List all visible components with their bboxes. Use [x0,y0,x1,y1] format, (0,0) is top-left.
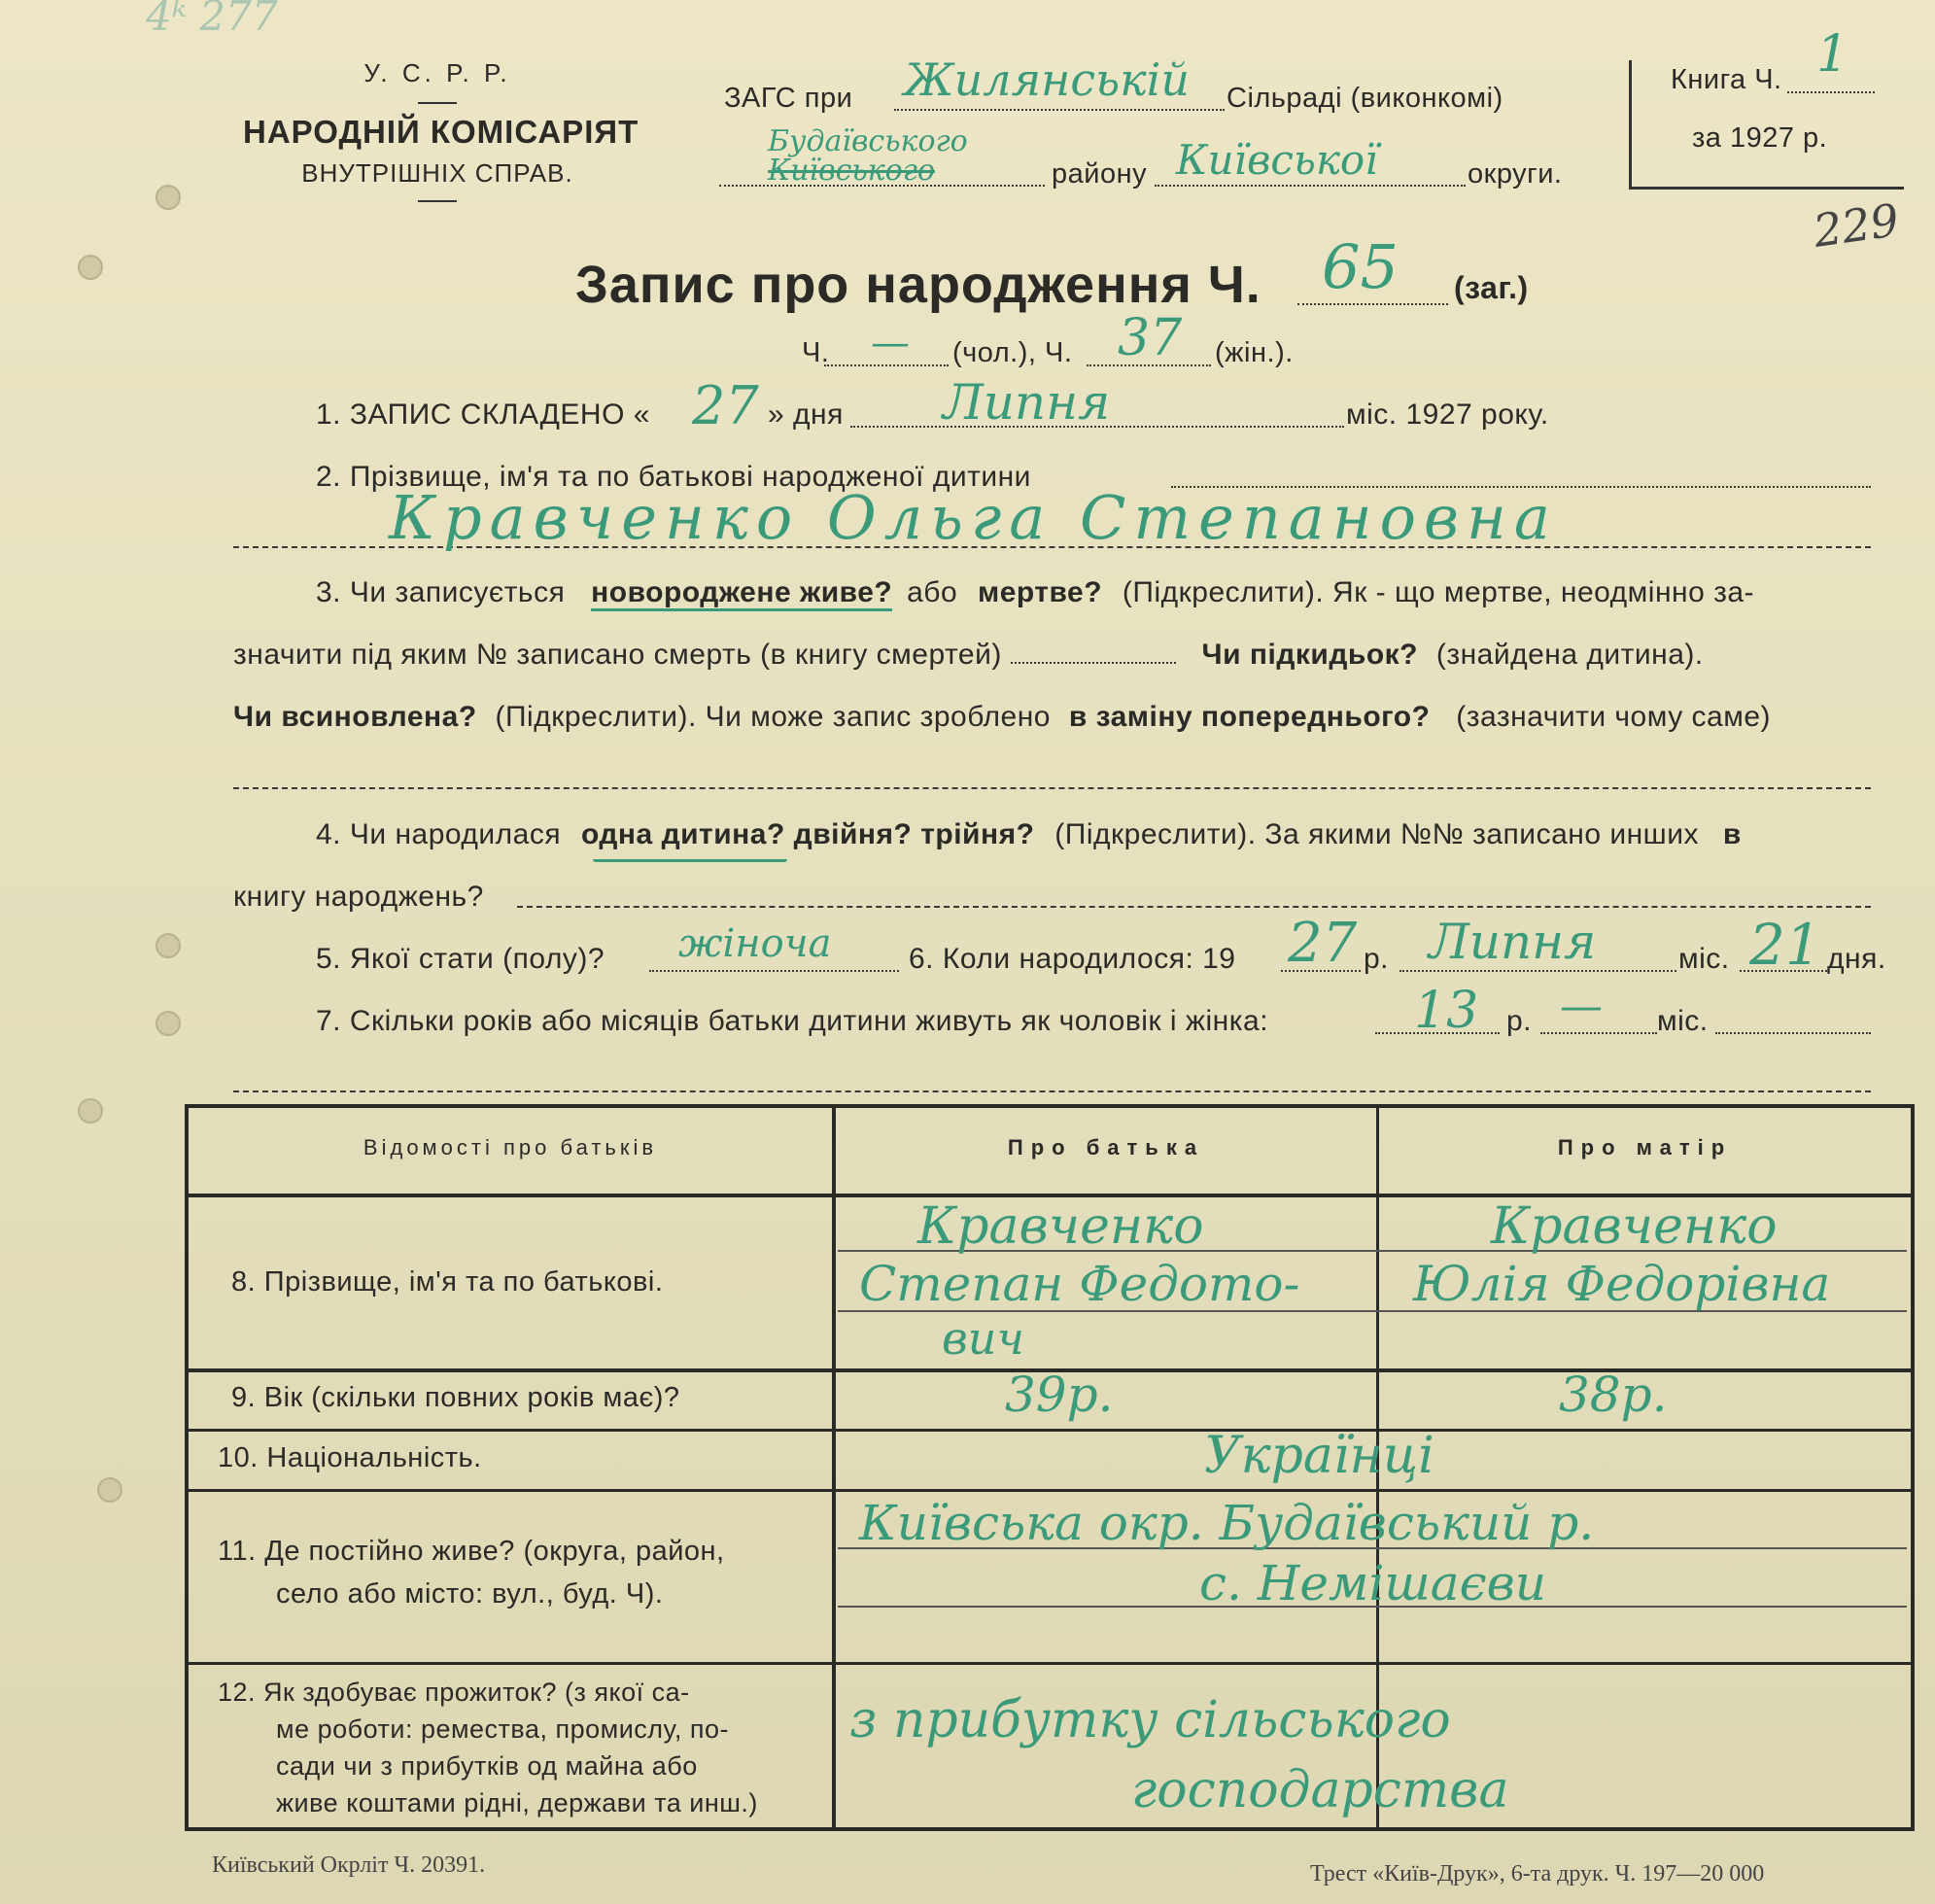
item3-text: (Підкреслити). Як - що мертве, неодмінно за- [1122,576,1755,608]
livelihood-handwriting-line2: господарства [1131,1761,1509,1819]
item7-label: 7. Скільки років або місяців батьки дитини живуть як чоловік і жінка: [316,1005,1269,1037]
dotted-line [1540,1032,1657,1034]
binding-hole [78,1098,103,1124]
item3-dead-option: мертве? [978,576,1103,608]
issuer-block [243,58,639,202]
underline-one-child [593,859,787,862]
dashed-line [517,906,1871,908]
nationality-handwriting: Українці [1204,1427,1434,1485]
item1-day-handwriting: 27 [692,375,759,436]
row8-label: 8. Прізвище, ім'я та по батькові. [231,1266,664,1298]
ch-label: Ч. [802,337,830,368]
father-age-handwriting: 39р. [1005,1367,1114,1423]
item4-text: 4. Чи народилася [316,818,562,850]
dashed-line [233,1090,1871,1092]
father-name-handwriting: Степан Федото- [859,1256,1300,1312]
table-divider [189,1429,1911,1432]
row12-label-line2: ме роботи: ремества, промислу, по- [276,1714,729,1744]
father-patronymic-end-handwriting: вич [942,1312,1025,1365]
footer-printer-right: Трест «Київ-Друк», 6-та друк. Ч. 197—20 000 [1310,1861,1765,1887]
header-mother: Про матір [1557,1135,1733,1160]
item3-line1 [316,576,1754,609]
zags-prefix: ЗАГС при [724,83,853,114]
divider [418,102,457,104]
issuer-commissariat: НАРОДНІЙ КОМІСАРІЯТ [243,114,639,150]
female-count-handwriting: 37 [1118,309,1183,367]
item1-day-label: » дня [768,398,844,431]
parents-table [185,1104,1915,1831]
months-together-handwriting: — [1560,982,1603,1031]
binding-hole [155,933,181,958]
item3-text: або [907,576,958,608]
item6-month-label: міс. [1678,943,1730,975]
residence-handwriting-line2: с. Немішаєви [1199,1555,1546,1611]
item3-alive-option: новороджене живе? [591,576,892,611]
binding-hole [97,1477,122,1503]
top-scribble: 4ᵏ 277 [146,0,278,40]
row11-label-line1: 11. Де постійно живе? (округа, район, [218,1536,725,1567]
header-father: Про батька [1007,1135,1205,1160]
item6-year-label: р. [1364,943,1390,975]
binding-hole [155,1011,181,1036]
sex-handwriting: жіноча [678,921,832,966]
male-label: (чол.), Ч. [952,337,1073,368]
item3-text: (зазначити чому саме) [1456,701,1772,733]
item7-years-label: р. [1506,1005,1533,1037]
dotted-line [1715,1032,1871,1034]
dotted-line [649,970,899,972]
dotted-line [1011,662,1176,664]
district-handwriting: Будаївського [768,124,968,158]
years-together-handwriting: 13 [1414,982,1479,1040]
birth-year-handwriting: 27 [1288,912,1358,975]
item6-label: 6. Коли народилося: 19 [909,943,1236,975]
item4-text: (Підкреслити). За якими №№ записано инших [1054,818,1699,850]
binding-hole [78,255,103,280]
birth-day-handwriting: 21 [1749,912,1821,978]
header-parents-info: Відомості про батьків [363,1135,658,1160]
item4-options: одна дитина? двійня? трійня? [580,818,1035,850]
zags-village-handwriting: Жилянській [904,53,1190,106]
item3-replacement-option: в заміну попереднього? [1068,701,1431,733]
year-label: за 1927 р. [1692,122,1828,154]
mother-surname-handwriting: Кравченко [1491,1197,1778,1256]
item3-line3 [233,701,1771,734]
table-divider [189,1662,1911,1665]
dotted-line [1297,303,1448,305]
item2-label: 2. Прізвище, ім'я та по батькові народженої дитини [316,461,1031,493]
issuer-department: ВНУТРІШНІХ СПРАВ. [301,158,573,188]
dotted-line [894,109,1225,111]
row12-label-line4: живе коштами рідні, держави та инш.) [276,1788,758,1817]
livelihood-handwriting-line1: з прибутку сільського [849,1691,1451,1749]
district-struck-handwriting: Київського [768,154,935,188]
item3-line2 [233,639,1704,672]
table-divider [832,1108,836,1827]
item1-month-handwriting: Липня [943,374,1111,431]
item5-label: 5. Якої стати (полу)? [316,943,605,975]
item3-adopted-option: Чи всиновлена? [233,701,477,733]
item1-label: 1. ЗАПИС СКЛАДЕНО « [316,398,650,431]
dotted-line [1787,91,1875,93]
item4-line1 [316,818,1742,851]
item4-text: в [1722,818,1742,850]
row12-label-line3: сади чи з прибутків од майна або [276,1751,698,1781]
mother-age-handwriting: 38р. [1559,1367,1668,1423]
child-name-handwriting: Кравченко Ольга Степановна [389,482,1558,553]
row9-label: 9. Вік (скільки повних років має)? [231,1382,680,1413]
birth-month-handwriting: Липня [1429,914,1597,970]
row10-label: 10. Національність. [218,1442,482,1473]
total-label: (заг.) [1454,270,1529,305]
dotted-line [1399,970,1676,972]
corner-note: 229 [1810,193,1903,258]
item3-text: значити під яким № записано смерть (в книгу смертей) [233,639,1002,671]
father-surname-handwriting: Кравченко [917,1197,1204,1256]
item3-text: (знайдена дитина). [1435,639,1704,671]
item7-months-label: міс. [1657,1005,1709,1037]
footer-printer-left: Київський Окрліт Ч. 20391. [212,1852,486,1878]
book-label: Книга Ч. [1671,64,1782,95]
row11-label-line2: село або місто: вул., буд. Ч). [276,1578,664,1610]
book-number-handwriting: 1 [1816,25,1849,84]
item4-line2: книгу народжень? [233,881,484,913]
item3-foundling-option: Чи підкидьок? [1201,639,1418,671]
dashed-line [233,787,1871,789]
item3-text: (Підкреслити). Чи може запис зроблено [495,701,1051,733]
record-number-handwriting: 65 [1322,231,1399,302]
item6-day-label: дня. [1827,943,1886,975]
item3-text: 3. Чи записується [316,576,566,608]
row12-label-line1: 12. Як здобуває прожиток? (з якої са- [218,1678,690,1707]
district-label: району [1052,158,1148,190]
okruha-handwriting: Київської [1176,136,1378,184]
dotted-line [1155,185,1466,187]
residence-handwriting-line1: Київська окр. Будаївський р. [859,1495,1595,1551]
mother-name-handwriting: Юлія Федорівна [1413,1256,1831,1312]
item1-year-label: міс. 1927 року. [1346,398,1549,431]
issuer-ussr: У. С. Р. Р. [363,58,511,87]
zags-suffix: Сільраді (виконкомі) [1227,83,1503,114]
okruha-label: округи. [1468,158,1563,190]
record-title: Запис про народження Ч. [575,256,1261,314]
binding-hole [155,185,181,210]
divider [418,200,457,202]
table-divider [189,1489,1911,1492]
female-label: (жін.). [1215,337,1294,368]
male-count-handwriting: — [871,321,910,365]
book-box [1629,25,1904,190]
